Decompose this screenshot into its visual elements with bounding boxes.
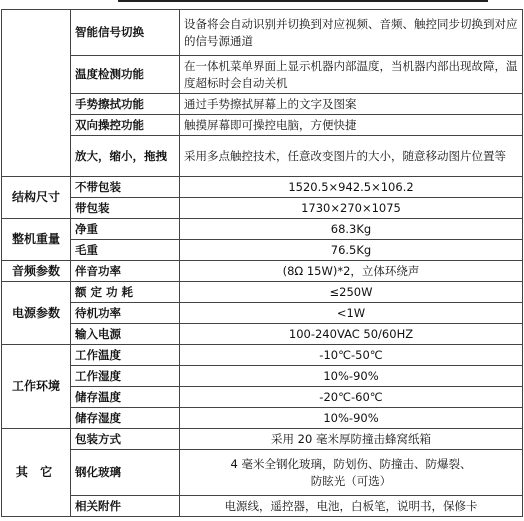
table-row [2, 240, 523, 261]
row-label: 输入电源 [71, 324, 180, 345]
row-value: 68.3Kg [180, 219, 523, 240]
category-structure: 结构尺寸 [2, 177, 71, 219]
row-label: 手势擦拭功能 [71, 94, 180, 115]
category-other: 其 它 [2, 429, 71, 517]
category-cell-blank [2, 10, 71, 177]
row-value: 1730×270×1075 [180, 198, 523, 219]
row-value: -10℃-50℃ [180, 345, 523, 366]
table-row [2, 115, 523, 136]
table-row [2, 303, 523, 324]
row-label: 放大，缩小，拖拽 [71, 136, 180, 177]
row-label: 双向操控功能 [71, 115, 180, 136]
row-label: 毛重 [71, 240, 180, 261]
row-value: <1W [180, 303, 523, 324]
row-label: 温度检测功能 [71, 56, 180, 94]
top-rule [118, 0, 488, 2]
category-environment: 工作环境 [2, 345, 71, 429]
row-value: 100-240VAC 50/60HZ [180, 324, 523, 345]
row-value: 通过手势擦拭屏幕上的文字及图案 [180, 94, 523, 115]
row-value: 1520.5×942.5×106.2 [180, 177, 523, 198]
row-label: 带包装 [71, 198, 180, 219]
row-label: 包装方式 [71, 429, 180, 450]
table-row [2, 366, 523, 387]
table-row [2, 177, 523, 198]
row-label: 待机功率 [71, 303, 180, 324]
row-label: 伴音功率 [71, 261, 180, 282]
category-power: 电源参数 [2, 282, 71, 345]
row-label: 净重 [71, 219, 180, 240]
category-weight: 整机重量 [2, 219, 71, 261]
table-row [2, 387, 523, 408]
row-value: 10%-90% [180, 408, 523, 429]
table-row [2, 496, 523, 517]
table-row [2, 198, 523, 219]
row-value: 76.5Kg [180, 240, 523, 261]
table-row [2, 429, 523, 450]
row-label: 不带包装 [71, 177, 180, 198]
row-label: 智能信号切换 [71, 10, 180, 56]
row-value: -20℃-60℃ [180, 387, 523, 408]
row-label: 储存湿度 [71, 408, 180, 429]
row-value: 采用 20 毫米厚防撞击蜂窝纸箱 [180, 429, 523, 450]
table-row [2, 10, 523, 56]
spec-table [1, 9, 523, 517]
table-row [2, 219, 523, 240]
row-value: 10%-90% [180, 366, 523, 387]
table-row [2, 345, 523, 366]
row-value: 触摸屏幕即可操控电脑，方便快捷 [180, 115, 523, 136]
row-value: 设备将会自动识别并切换到对应视频、音频、触控同步切换到对应的信号源通道 [180, 10, 523, 56]
row-value: ≤250W [180, 282, 523, 303]
table-row [2, 324, 523, 345]
row-value: 电源线，遥控器，电池，白板笔，说明书，保修卡 [180, 496, 523, 517]
table-row [2, 261, 523, 282]
row-value: 4 毫米全钢化玻璃，防划伤、防撞击、防爆裂、防眩光（可选） [180, 450, 523, 496]
row-label: 工作温度 [71, 345, 180, 366]
table-row [2, 282, 523, 303]
row-value: 采用多点触控技术，任意改变图片的大小，随意移动图片位置等 [180, 136, 523, 177]
row-label: 额 定 功 耗 [71, 282, 180, 303]
table-row [2, 136, 523, 177]
table-row [2, 56, 523, 94]
category-audio: 音频参数 [2, 261, 71, 282]
row-value: 在一体机菜单界面上显示机器内部温度，当机器内部出现故障，温度超标时会自动关机 [180, 56, 523, 94]
table-row [2, 94, 523, 115]
row-value: (8Ω 15W)*2，立体环绕声 [180, 261, 523, 282]
row-label: 工作湿度 [71, 366, 180, 387]
row-label: 钢化玻璃 [71, 450, 180, 496]
table-row [2, 408, 523, 429]
row-label: 相关附件 [71, 496, 180, 517]
table-row [2, 450, 523, 496]
row-label: 储存温度 [71, 387, 180, 408]
